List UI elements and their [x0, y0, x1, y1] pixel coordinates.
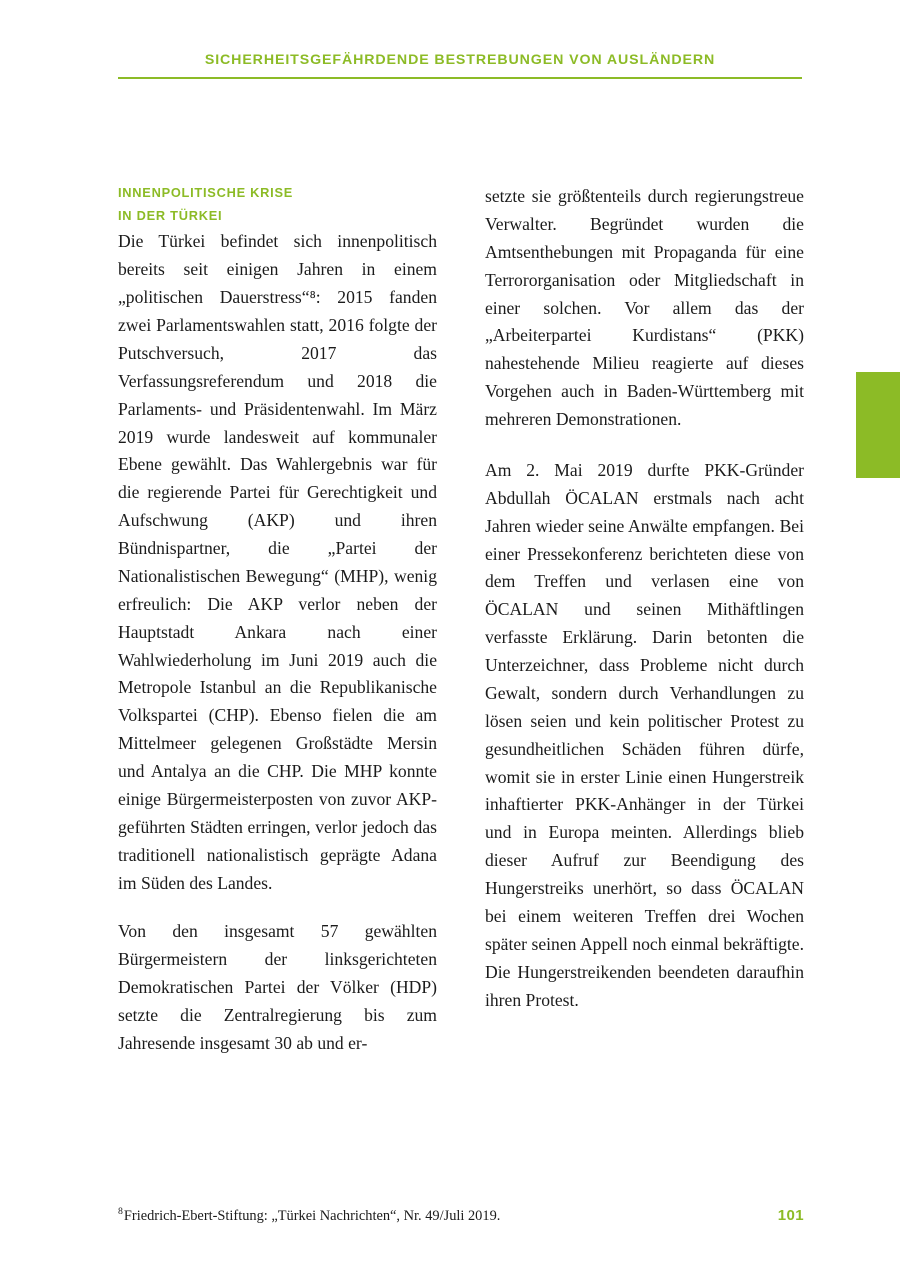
- paragraph: Am 2. Mai 2019 durfte PKK-Gründer Abdullah ÖCALAN erstmals nach acht Jahren wieder seine Anwälte empfangen. Bei einer Pressekonferenz berichteten diese von dem Treffen und verlasen eine von ÖCALAN und seinen Mithäftlingen verfasste Erklärung. Darin betonten die Unterzeichner, dass Probleme nicht durch Gewalt, sondern durch Verhandlungen zu lösen seien und kein politischer Protest zu gesundheitlichen Schäden führen dürfe, womit sie in erster Linie einen Hungerstreik inhaftierter PKK-Anhänger in der Türkei und in Europa meinten. Allerdings blieb dieser Aufruf zur Beendigung des Hungerstreiks unerhört, so dass ÖCALAN bei einem weiteren Treffen drei Wochen später seinen Appell noch einmal bekräftigte. Die Hungerstreikenden beendeten daraufhin ihren Protest.: [485, 459, 804, 1010]
- paragraph: Von den insgesamt 57 gewählten Bürgermeistern der linksgerichteten Demokratischen Partei der Völker (HDP) setzte die Zentralregierung bis zum Jahresende insgesamt 30 ab und er-: [118, 921, 437, 1053]
- paragraph: Die Türkei befindet sich innenpolitisch bereits seit einigen Jahren in einem „politischen Dauerstress“⁸: 2015 fanden zwei Parlamentswahlen statt, 2016 folgte der Putschversuch, 2017 das Verfassungsreferendum und 2018 die Parlaments- und Präsidentenwahl. Im März 2019 wurde landesweit auf kommunaler Ebene gewählt. Das Wahlergebnis war für die regierende Partei für Gerechtigkeit und Aufschwung (AKP) und ihren Bündnispartner, die „Partei der Nationalistischen Bewegung“ (MHP), wenig erfreulich: Die AKP verlor neben der Hauptstadt Ankara nach einer Wahlwiederholung im Juni 2019 auch die Metropole Istanbul an die Republikanische Volkspartei (CHP). Ebenso fielen die am Mittelmeer gelegenen Großstädte Mersin und Antalya an die CHP. Die MHP konnte einige Bürgermeisterposten von zuvor AKP-geführten Städten erringen, verlor jedoch das traditionell nationalistisch geprägte Adana im Süden des Landes.: [118, 231, 437, 893]
- section-thumb-index-tab: [856, 372, 900, 478]
- running-head-title: SICHERHEITSGEFÄHRDENDE BESTREBUNGEN VON AUSLÄNDERN: [204, 52, 716, 68]
- footnote: [118, 1205, 500, 1226]
- page-header: [118, 52, 802, 79]
- section-kicker-line-2: IN DER TÜRKEI: [118, 207, 223, 223]
- page-number: 101: [777, 1206, 804, 1224]
- header-divider: [118, 77, 802, 79]
- paragraph: setzte sie größtenteils durch regierungstreue Verwalter. Begründet wurden die Amtsenthebungen mit Propaganda für eine Terrororganisation oder Mitgliedschaft in einer solchen. Vor allem das der „Arbeiterpartei Kurdistans“ (PKK) nahestehende Milieu reagierte auf dieses Vorgehen auch in Baden-Württemberg mit mehreren Demonstrationen.: [485, 186, 804, 429]
- footnote-text: Friedrich-Ebert-Stiftung: „Türkei Nachrichten“, Nr. 49/Juli 2019.: [123, 1207, 501, 1224]
- article-body: [118, 183, 804, 1058]
- page-footer: [118, 1205, 804, 1226]
- left-column: [118, 183, 437, 1058]
- section-kicker-line-1: INNENPOLITISCHE KRISE: [118, 185, 294, 200]
- right-column: [485, 183, 804, 1058]
- footnote-marker: 8: [118, 1206, 123, 1217]
